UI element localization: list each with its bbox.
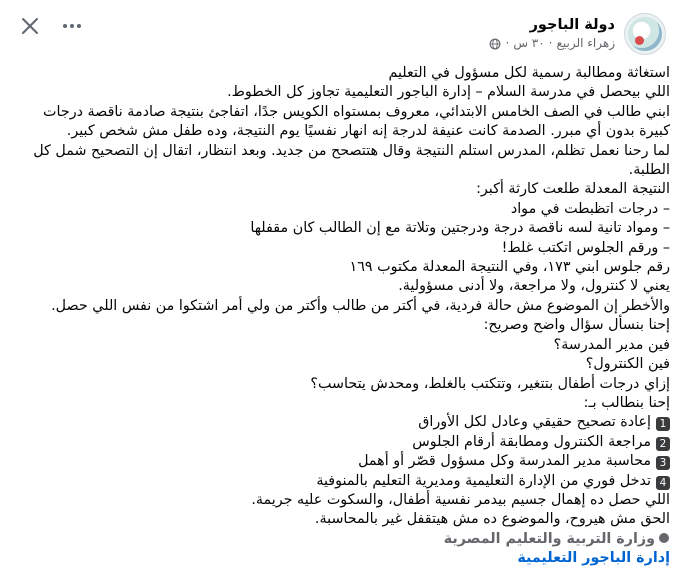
more-options-icon (62, 23, 82, 29)
administration-link[interactable]: إدارة الباجور التعليمية (517, 550, 670, 567)
separator-dot: · (505, 36, 510, 50)
post-line: استغاثة ومطالبة رسمية لكل مسؤول في التعليم (388, 65, 670, 81)
post-line: – ومواد تانية لسه ناقصة درجة ودرجتين وتلاتة مع إن الطالب كان مقفلها (250, 220, 670, 237)
demand-item (14, 413, 670, 432)
post-line: فين مدير المدرسة؟ (553, 336, 670, 353)
post-time[interactable]: ٣٠ س (513, 36, 545, 50)
demand-text: تدخل فوري من الإدارة التعليمية ومديرية التعليم بالمنوفية (316, 472, 651, 489)
ministry-tag[interactable] (14, 530, 670, 549)
post-line: إحنا بنطالب بـ: (583, 394, 670, 411)
ministry-tag-label: وزارة التربية والتعليم المصرية (443, 530, 655, 547)
demand-item (14, 472, 670, 491)
keycap-number-icon: 4 (656, 476, 670, 490)
post-line: الحق مش هيروح، والموضوع ده مش هيتقفل غير بالمحاسبة. (314, 511, 670, 528)
post-subline (489, 35, 615, 52)
post-line: الطلبة. (628, 162, 670, 179)
demand-item (14, 452, 670, 471)
page-avatar[interactable] (624, 13, 666, 55)
demand-item (14, 433, 670, 452)
globe-icon[interactable] (489, 38, 501, 50)
keycap-number-icon: 2 (656, 437, 670, 451)
post-line: إزاي درجات أطفال بتتغير، وتتكتب بالغلط، ومحدش يتحاسب؟ (310, 375, 670, 392)
administration-tag[interactable] (14, 549, 670, 568)
post-header (16, 10, 666, 58)
demand-text: مراجعة الكنترول ومطابقة أرقام الجلوس (412, 433, 651, 450)
post-line: رقم جلوس ابني ١٧٣، وفي النتيجة المعدلة مكتوب ١٦٩ (349, 259, 670, 276)
post-meta (489, 16, 615, 52)
post-line: النتيجة المعدلة طلعت كارثة أكبر: (476, 181, 670, 198)
keycap-number-icon: 1 (656, 417, 670, 431)
page-name-link[interactable]: دولة الباجور (529, 17, 615, 33)
demand-text: إعادة تصحيح حقيقي وعادل لكل الأوراق (418, 414, 651, 431)
post-body (14, 64, 670, 569)
post-line: – ورقم الجلوس اتكتب غلط! (501, 239, 670, 256)
separator-dot: · (548, 36, 553, 50)
demand-text: محاسبة مدير المدرسة وكل مسؤول قصّر أو أهمل (358, 453, 651, 470)
tag-icon (658, 532, 670, 544)
post-line: اللي بيحصل في مدرسة السلام – إدارة الباجور التعليمية تجاوز كل الخطوط. (227, 84, 670, 101)
post-line: يعني لا كنترول، ولا مراجعة، ولا أدنى مسؤولية. (398, 278, 670, 295)
post-line: ابني طالب في الصف الخامس الابتدائي، معروف بمستواه الكويس جدًا، اتفاجئ بنتيجة صادمة ناقصة درجات (43, 103, 670, 120)
post-line: إحنا بنسأل سؤال واضح وصريح: (483, 317, 670, 334)
keycap-number-icon: 3 (656, 456, 670, 470)
post-line: والأخطر إن الموضوع مش حالة فردية، في أكتر من طالب وأكتر من ولي أمر اشتكوا من نفس اللي حصل. (51, 297, 670, 314)
close-button[interactable] (16, 12, 44, 40)
post-line: اللي حصل ده إهمال جسيم بيدمر نفسية أطفال، والسكوت عليه جريمة. (251, 491, 670, 508)
post-line: كبيرة بدون أي مبرر. الصدمة كانت عنيفة لدرجة إنه انهار نفسيًا يوم النتيجة، وده طفل مش شخص كبير. (66, 123, 670, 140)
post-line: لما رحنا نعمل تظلم، المدرس استلم النتيجة وقال هتتصحح من جديد. وبعد انتظار، اتقال إن التصحيح شمل كل (33, 142, 670, 159)
close-icon (21, 17, 39, 35)
post-actions (16, 12, 86, 40)
post-line: – درجات اتظبطت في مواد (510, 200, 670, 217)
post-line: فين الكنترول؟ (585, 356, 670, 373)
more-options-button[interactable] (58, 12, 86, 40)
author-name[interactable]: زهراء الربيع (556, 36, 615, 50)
